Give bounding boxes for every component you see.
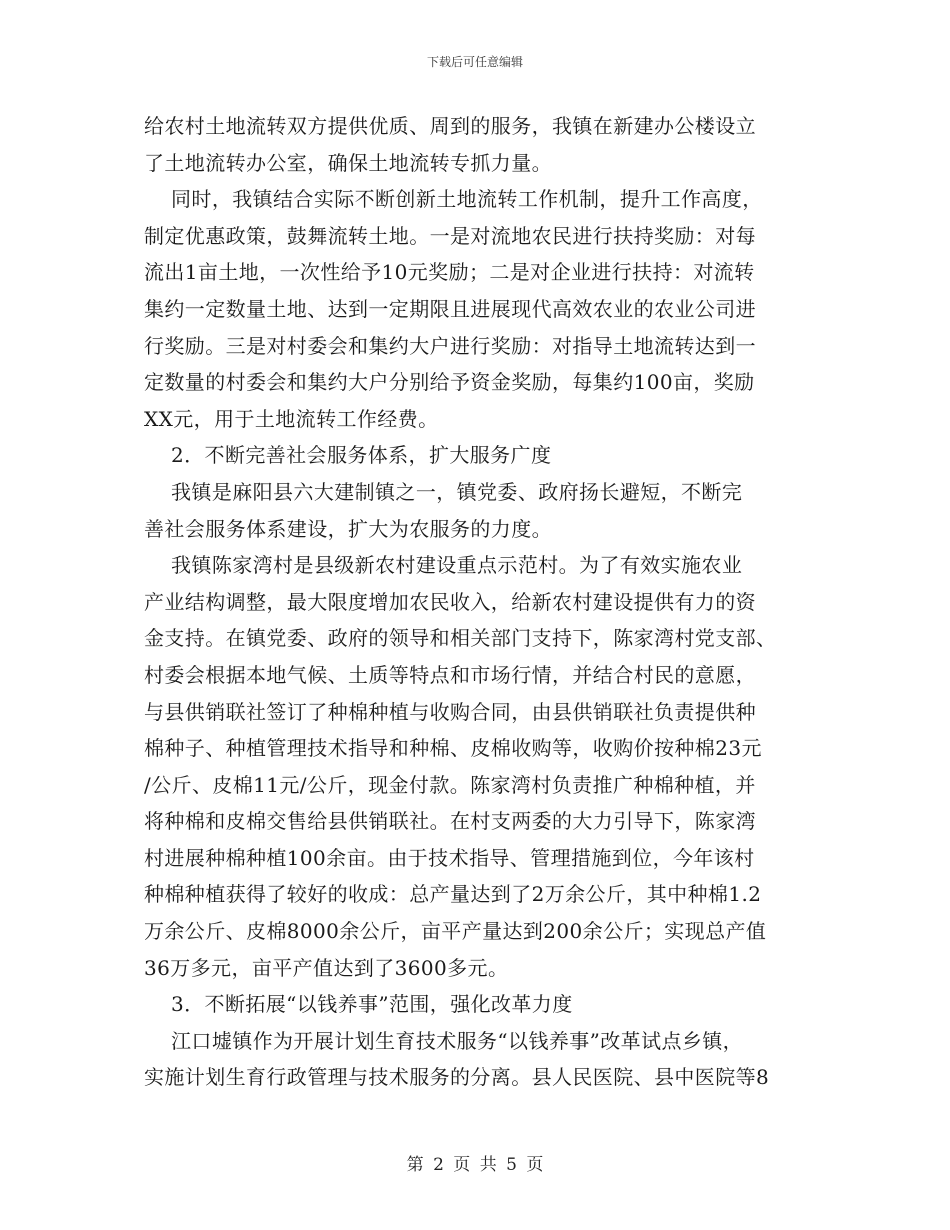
text-line: 产业结构调整，最大限度增加农民收入，给新农村建设提供有力的资: [144, 589, 756, 614]
text-line: /公斤、皮棉11元/公斤，现金付款。陈家湾村负责推广种棉种植，并: [144, 772, 756, 797]
text-line: 种棉种植获得了较好的收成：总产量达到了2万余公斤，其中种棉1.2: [144, 882, 762, 907]
page-header: 下载后可任意编辑: [426, 55, 523, 69]
text-line: 善社会服务体系建设，扩大为农服务的力度。: [144, 516, 552, 541]
text-line: 了土地流转办公室，确保土地流转专抓力量。: [144, 150, 552, 175]
text-line: 村进展种棉种植100余亩。由于技术指导、管理措施到位，今年该村: [144, 845, 755, 870]
page-footer: 第 2 页 共 5 页: [406, 1155, 544, 1175]
text-line: 集约一定数量土地、达到一定期限且进展现代高效农业的农业公司进: [144, 296, 756, 321]
text-line: 金支持。在镇党委、政府的领导和相关部门支持下，陈家湾村党支部、: [144, 626, 777, 651]
section-heading: 2．不断完善社会服务体系，扩大服务广度: [144, 443, 552, 468]
section-heading: 3．不断拓展“以钱养事”范围，强化改革力度: [144, 992, 573, 1017]
text-line: 36万多元，亩平产值达到了3600多元。: [144, 955, 509, 980]
text-line: 行奖励。三是对村委会和集约大户进行奖励：对指导土地流转达到一: [144, 333, 756, 358]
text-line: 与县供销联社签订了种棉种植与收购合同，由县供销联社负责提供种: [144, 699, 756, 724]
text-line: 棉种子、种植管理技术指导和种棉、皮棉收购等，收购价按种棉23元: [144, 736, 762, 761]
text-line: 江口墟镇作为开展计划生育技术服务“以钱养事”改革试点乡镇，: [144, 1028, 744, 1053]
text-line: 定数量的村委会和集约大户分别给予资金奖励，每集约100亩，奖励: [144, 370, 755, 395]
text-line: 制定优惠政策，鼓舞流转土地。一是对流地农民进行扶持奖励：对每: [144, 223, 756, 248]
text-line: 流出1亩土地，一次性给予10元奖励；二是对企业进行扶持：对流转: [144, 260, 755, 285]
text-line: 将种棉和皮棉交售给县供销联社。在村支两委的大力引导下，陈家湾: [144, 809, 756, 834]
text-line: 实施计划生育行政管理与技术服务的分离。县人民医院、县中医院等8: [144, 1065, 770, 1090]
text-line: XX元，用于土地流转工作经费。: [144, 406, 439, 431]
text-line: 同时，我镇结合实际不断创新土地流转工作机制，提升工作高度，: [144, 187, 763, 212]
document-body: [144, 108, 816, 1096]
text-line: 我镇是麻阳县六大建制镇之一，镇党委、政府扬长避短，不断完: [144, 479, 743, 504]
text-line: 村委会根据本地气候、土质等特点和市场行情，并结合村民的意愿，: [144, 662, 756, 687]
text-line: 我镇陈家湾村是县级新农村建设重点示范村。为了有效实施农业: [144, 553, 743, 578]
text-line: 给农村土地流转双方提供优质、周到的服务，我镇在新建办公楼设立: [144, 114, 756, 138]
text-line: 万余公斤、皮棉8000余公斤，亩平产量达到200余公斤；实现总产值: [144, 919, 767, 944]
